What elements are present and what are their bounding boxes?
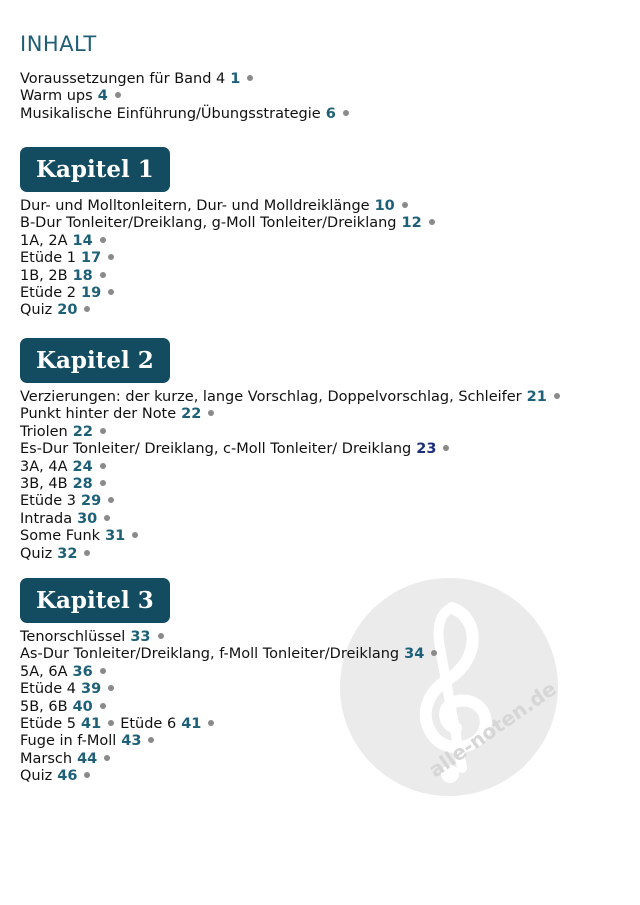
toc-entry[interactable]: Etüde 5 41 Etüde 6 41 [20, 716, 437, 733]
bullet-dot-icon [247, 75, 253, 81]
page-number: 23 [416, 441, 437, 458]
toc-entry[interactable]: Some Funk 31 [20, 528, 560, 545]
page-number: 20 [57, 302, 78, 319]
toc-entry[interactable]: Es-Dur Tonleiter/ Dreiklang, c-Moll Tonleiter/ Dreiklang 23 [20, 441, 560, 458]
bullet-dot-icon [443, 445, 449, 451]
bullet-dot-icon [108, 289, 114, 295]
page-number: 32 [57, 545, 78, 562]
page-number: 14 [72, 232, 93, 249]
bullet-dot-icon [84, 306, 90, 312]
toc-entry[interactable]: Punkt hinter der Note 22 [20, 406, 560, 423]
page-number: 18 [72, 267, 93, 284]
chapter-3-section [20, 578, 437, 786]
toc-entry[interactable]: Quiz 32 [20, 546, 560, 563]
page-number: 12 [401, 215, 422, 232]
bullet-dot-icon [402, 202, 408, 208]
page-number: 28 [72, 476, 93, 493]
toc-entry[interactable]: Etüde 3 29 [20, 493, 560, 510]
page-number: 22 [72, 423, 93, 440]
toc-entry[interactable]: Triolen 22 [20, 424, 560, 441]
bullet-dot-icon [148, 737, 154, 743]
bullet-dot-icon [84, 772, 90, 778]
bullet-dot-icon [84, 550, 90, 556]
intro-section [20, 71, 349, 123]
chapter-1-section [20, 147, 435, 320]
page-number: 41 [181, 716, 202, 733]
page-number: 29 [81, 493, 102, 510]
bullet-dot-icon [100, 272, 106, 278]
watermark-text: alle-noten.de [424, 676, 558, 783]
bullet-dot-icon [158, 633, 164, 639]
page-number: 34 [404, 646, 425, 663]
bullet-dot-icon [108, 497, 114, 503]
bullet-dot-icon [100, 463, 106, 469]
chapter-2-badge: Kapitel 2 [20, 338, 170, 383]
bullet-dot-icon [100, 668, 106, 674]
bullet-dot-icon [100, 480, 106, 486]
toc-entry[interactable]: Quiz 20 [20, 302, 435, 319]
bullet-dot-icon [100, 237, 106, 243]
page-number: 21 [526, 389, 547, 405]
bullet-dot-icon [108, 685, 114, 691]
toc-entry[interactable]: Dur- und Molltonleitern, Dur- und Molldreiklänge 10 [20, 198, 435, 215]
toc-entry[interactable]: 3A, 4A 24 [20, 459, 560, 476]
toc-entry[interactable]: Etüde 2 19 [20, 285, 435, 302]
toc-entry[interactable]: 5B, 6B 40 [20, 699, 437, 716]
page-number: 44 [77, 750, 98, 767]
bullet-dot-icon [108, 254, 114, 260]
bullet-dot-icon [104, 755, 110, 761]
page-number: 10 [374, 198, 395, 214]
toc-entry[interactable]: 1B, 2B 18 [20, 268, 435, 285]
toc-entry[interactable]: Verzierungen: der kurze, lange Vorschlag, Doppelvorschlag, Schleifer 21 [20, 389, 560, 406]
page-number: 4 [97, 88, 108, 105]
page-number: 36 [72, 663, 93, 680]
page-number: 31 [105, 528, 126, 545]
toc-entry[interactable]: Musikalische Einführung/Übungsstrategie 6 [20, 106, 349, 123]
page-number: 41 [81, 716, 102, 733]
bullet-dot-icon [208, 410, 214, 416]
page-title: INHALT [20, 32, 97, 56]
page-number: 1 [230, 71, 241, 87]
toc-entry[interactable]: Quiz 46 [20, 768, 437, 785]
toc-entry[interactable]: Marsch 44 [20, 751, 437, 768]
toc-entry[interactable]: Intrada 30 [20, 511, 560, 528]
bullet-dot-icon [115, 92, 121, 98]
page-number: 24 [72, 458, 93, 475]
bullet-dot-icon [104, 515, 110, 521]
toc-entry[interactable]: 3B, 4B 28 [20, 476, 560, 493]
chapter-1-badge: Kapitel 1 [20, 147, 170, 192]
page-number: 43 [121, 733, 142, 750]
bullet-dot-icon [100, 703, 106, 709]
page-number: 33 [130, 629, 151, 645]
page-number: 30 [77, 510, 98, 527]
page-number: 6 [325, 105, 336, 122]
bullet-dot-icon [343, 110, 349, 116]
toc-entry[interactable]: Tenorschlüssel 33 [20, 629, 437, 646]
chapter-2-section [20, 338, 560, 563]
bullet-dot-icon [108, 720, 114, 726]
bullet-dot-icon [554, 393, 560, 399]
toc-entry[interactable]: Voraussetzungen für Band 4 1 [20, 71, 349, 88]
chapter-3-badge: Kapitel 3 [20, 578, 170, 623]
page-number: 40 [72, 698, 93, 715]
page-number: 46 [57, 768, 78, 785]
bullet-dot-icon [429, 219, 435, 225]
page-number: 22 [181, 406, 202, 423]
toc-entry[interactable]: 5A, 6A 36 [20, 664, 437, 681]
toc-entry[interactable]: Fuge in f-Moll 43 [20, 733, 437, 750]
toc-entry[interactable]: Warm ups 4 [20, 88, 349, 105]
page-number: 17 [81, 250, 102, 267]
page-number: 19 [81, 285, 102, 302]
bullet-dot-icon [132, 532, 138, 538]
toc-entry[interactable]: Etüde 1 17 [20, 250, 435, 267]
toc-entry[interactable]: Etüde 4 39 [20, 681, 437, 698]
bullet-dot-icon [100, 428, 106, 434]
toc-entry[interactable]: B-Dur Tonleiter/Dreiklang, g-Moll Tonleiter/Dreiklang 12 [20, 215, 435, 232]
page-number: 39 [81, 681, 102, 698]
toc-entry[interactable]: 1A, 2A 14 [20, 233, 435, 250]
bullet-dot-icon [431, 650, 437, 656]
bullet-dot-icon [208, 720, 214, 726]
toc-entry[interactable]: As-Dur Tonleiter/Dreiklang, f-Moll Tonleiter/Dreiklang 34 [20, 646, 437, 663]
